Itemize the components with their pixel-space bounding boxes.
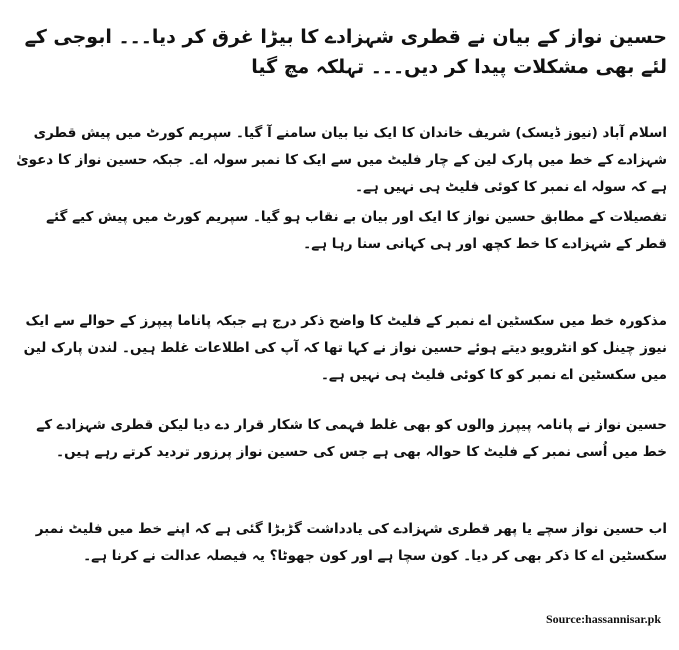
article-paragraph-3: مذکورہ خط میں سکسٹین اے نمبر کے فلیٹ کا واضح ذکر درج ہے جبکہ پاناما پیپرز کے حوالے سے ایک نیوز چینل کو انٹرویو دیتے ہوئے حسین نواز نے کہا تھا کہ آپ کی اطلاعات غلط ہیں۔ لندن پارک لین میں سکسٹین اے نمبر کو کا کوئی فلیٹ ہی نہیں ہے۔: [23, 313, 667, 383]
article-paragraph-2: تفصیلات کے مطابق حسین نواز کا ایک اور بیان بے نقاب ہو گیا۔ سپریم کورٹ میں پیش کیے گئے قطر کے شہزادے کا خط کچھ اور ہی کہانی سنا رہا ہے۔: [46, 209, 667, 252]
source-credit: Source:hassannisar.pk: [545, 612, 661, 626]
article-paragraph-1: اسلام آباد (نیوز ڈیسک) شریف خاندان کا ایک نیا بیان سامنے آ گیا۔ سپریم کورٹ میں پیش قطری شہزادے کے خط میں پارک لین کے چار فلیٹ میں سے ایک کا نمبر سولہ اے۔ جبکہ حسین نواز کا دعویٰ ہے کہ سولہ اے نمبر کا کوئی فلیٹ ہی نہیں ہے۔: [16, 125, 667, 195]
article-paragraph-4: حسین نواز نے پانامہ پیپرز والوں کو بھی غلط فہمی کا شکار قرار دے دیا لیکن قطری شہزادے کے خط میں اُسی نمبر کے فلیٹ کا حوالہ بھی ہے جس کی حسین نواز پرزور تردید کرتے رہے ہیں۔: [36, 417, 667, 460]
article-headline: حسین نواز کے بیان نے قطری شہزادے کا بیڑا غرق کر دیا۔۔۔ ابوجی کے لئے بھی مشکلات پیدا کر دیں۔۔۔ تہلکہ مچ گیا: [24, 26, 667, 78]
article-paragraph-5: اب حسین نواز سچے یا پھر قطری شہزادے کی یادداشت گڑبڑا گئی ہے کہ اپنے خط میں فلیٹ نمبر سکسٹین اے کا ذکر بھی کر دیا۔ کون سچا ہے اور کون جھوٹا؟ یہ فیصلہ عدالت نے کرنا ہے۔: [35, 521, 667, 564]
